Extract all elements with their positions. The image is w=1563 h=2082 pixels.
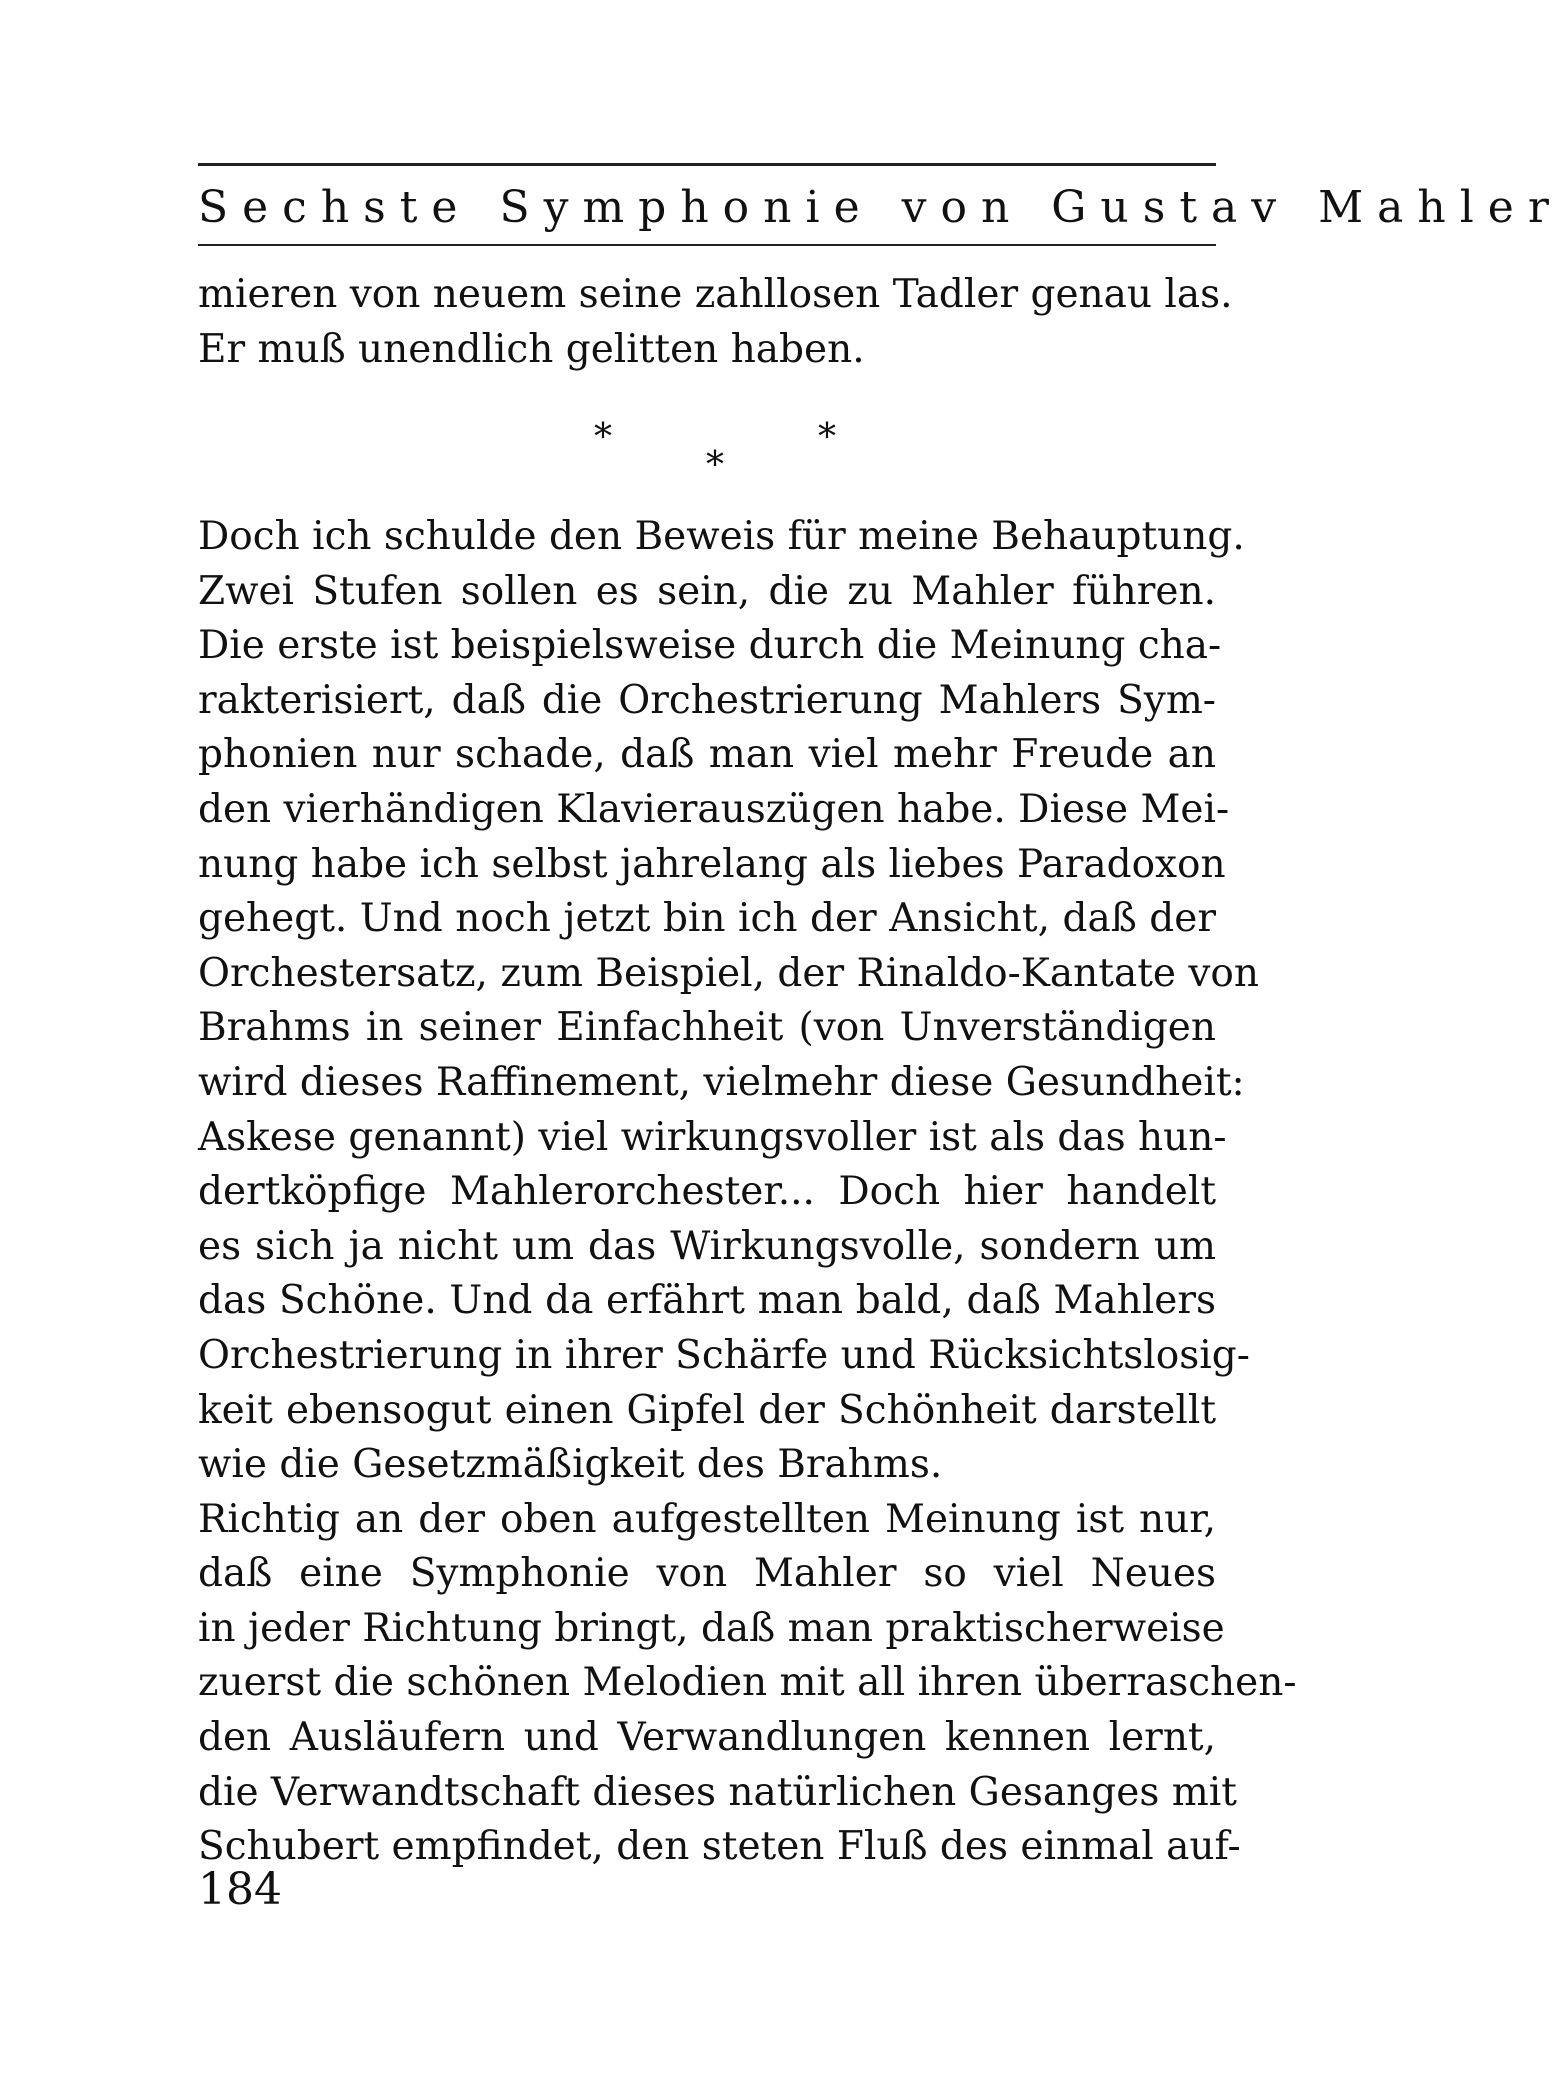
- text-line: in jeder Richtung bringt, daß man praktischerweise: [198, 1605, 1225, 1651]
- text-line: Askese genannt) viel wirkungsvoller ist als das hun-: [198, 1114, 1227, 1160]
- text-line: es sich ja nicht um das Wirkungsvolle, sondern um: [198, 1223, 1216, 1269]
- text-line: das Schöne. Und da erfährt man bald, daß Mahlers: [198, 1278, 1216, 1324]
- text-line: Doch ich schulde den Beweis für meine Behauptung.: [198, 514, 1245, 559]
- text-line: nung habe ich selbst jahrelang als liebes Paradoxon: [198, 841, 1226, 887]
- text-line: daß eine Symphonie von Mahler so viel Neues: [198, 1551, 1216, 1597]
- text-line: Orchestrierung in ihrer Schärfe und Rücksichtslosig-: [198, 1332, 1250, 1378]
- text-line: mieren von neuem seine zahllosen Tadler genau las.: [198, 272, 1233, 317]
- text-line: Richtig an der oben aufgestellten Meinung ist nur,: [198, 1496, 1216, 1542]
- text-line: den vierhändigen Klavierauszügen habe. Diese Mei-: [198, 786, 1230, 832]
- paragraph-main: [198, 510, 1259, 1493]
- main-text-block: [198, 510, 1297, 1875]
- text-line: zuerst die schönen Melodien mit all ihren überraschen-: [198, 1660, 1297, 1706]
- text-line: Zwei Stufen sollen es sein, die zu Mahler führen.: [198, 568, 1216, 614]
- asterisk: *: [594, 417, 612, 458]
- text-line: die Verwandtschaft dieses natürlichen Gesanges mit: [198, 1769, 1237, 1815]
- text-line: Brahms in seiner Einfachheit (von Unverständigen: [198, 1005, 1216, 1051]
- header-rule-top: [198, 163, 1216, 166]
- header-rule-bottom: [198, 244, 1216, 246]
- text-line: keit ebensogut einen Gipfel der Schönheit darstellt: [198, 1387, 1216, 1433]
- page-number: 184: [198, 1864, 282, 1915]
- paragraph-continued: [198, 268, 1233, 377]
- text-line: Die erste ist beispielsweise durch die Meinung cha-: [198, 623, 1222, 669]
- text-line: Schubert empfindet, den steten Fluß des einmal auf-: [198, 1824, 1241, 1870]
- text-line: Orchestersatz, zum Beispiel, der Rinaldo-Kantate von: [198, 950, 1259, 996]
- text-line: dertköpfige Mahlerorchester... Doch hier handelt: [198, 1169, 1216, 1215]
- asterism-divider: [560, 417, 860, 490]
- running-head: Sechste Symphonie von Gustav Mahler: [198, 182, 1563, 233]
- text-line: phonien nur schade, daß man viel mehr Freude an: [198, 732, 1216, 778]
- text-line: wie die Gesetzmäßigkeit des Brahms.: [198, 1442, 943, 1488]
- asterisk: *: [706, 445, 724, 486]
- text-line: wird dieses Raffinement, vielmehr diese Gesundheit:: [198, 1059, 1245, 1105]
- text-line: gehegt. Und noch jetzt bin ich der Ansicht, daß der: [198, 896, 1216, 942]
- paragraph-next: [198, 1493, 1297, 1875]
- text-line: Er muß unendlich gelitten haben.: [198, 326, 865, 372]
- asterisk: *: [818, 417, 836, 458]
- text-line: rakterisiert, daß die Orchestrierung Mahlers Sym-: [198, 677, 1216, 723]
- text-line: den Ausläufern und Verwandlungen kennen lernt,: [198, 1715, 1216, 1761]
